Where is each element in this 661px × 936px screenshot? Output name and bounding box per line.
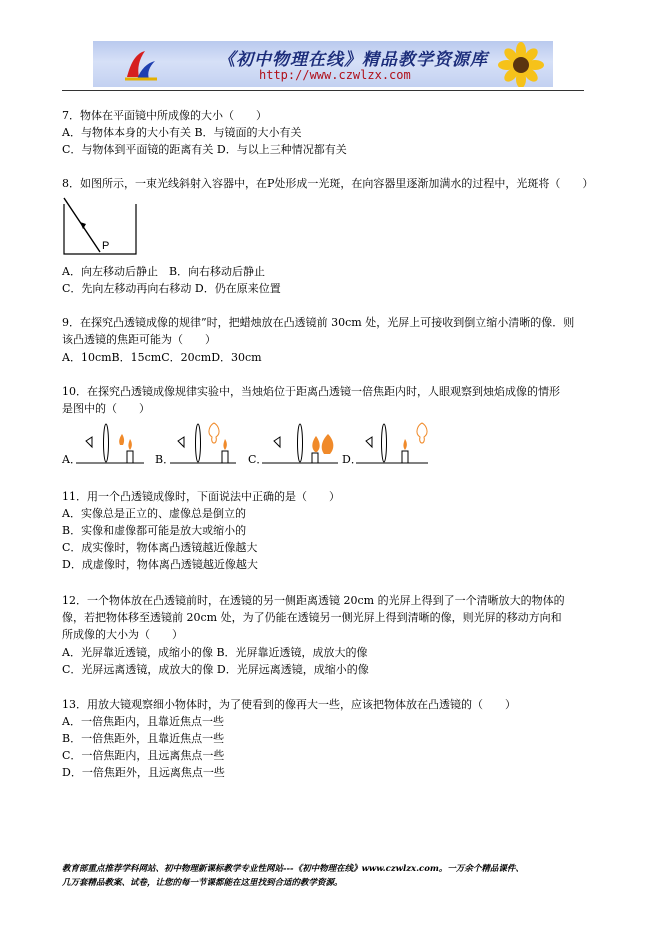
q12-stem-line2: 像，若把物体移至透镜前 20cm 处，为了仍能在透镜另一侧光屏上得到清晰的像，则光屏的移动方向和: [62, 611, 562, 624]
footer-line1: 教育部重点推荐学科网站、初中物理新课标教学专业性网站---《初中物理在线》www.czwlzx.com。一万余个精品课件、: [62, 864, 524, 874]
q13-option-a: A．一倍焦距内，且靠近焦点一些: [62, 715, 224, 728]
q13-option-b: B．一倍焦距外，且靠近焦点一些: [62, 732, 225, 745]
q9-stem-line2: 该凸透镜的焦距可能为（ ）: [62, 333, 216, 346]
header-divider: [62, 90, 584, 91]
q8-option-cd: C．先向左移动再向右移动 D．仍在原来位置: [62, 282, 281, 295]
q13-option-c: C．一倍焦距内，且远离焦点一些: [62, 749, 225, 762]
q11-stem: 11．用一个凸透镜成像时，下面说法中正确的是（ ）: [62, 490, 340, 503]
q8-container-figure: [62, 196, 142, 258]
q11-option-d: D．成虚像时，物体离凸透镜越近像越大: [62, 558, 258, 571]
q10-option-b-label: B．: [155, 453, 175, 466]
site-logo-icon: [123, 47, 159, 83]
q10-option-a-figure: [76, 423, 146, 465]
q10-option-b-figure: [170, 423, 240, 465]
q13-stem: 13．用放大镜观察细小物体时，为了使看到的像再大一些，应该把物体放在凸透镜的（ ）: [62, 698, 516, 711]
q12-option-cd: C．光屏远离透镜，成放大的像 D．光屏远离透镜，成缩小的像: [62, 663, 369, 676]
q7-stem: 7．物体在平面镜中所成像的大小（ ）: [62, 109, 267, 122]
q9-stem-line1: 9．在探究凸透镜成像的规律”时，把蜡烛放在凸透镜前 30cm 处，光屏上可接收到倒立缩小清晰的像．则: [62, 316, 575, 329]
q9-options: A．10cmB．15cmC．20cmD．30cm: [62, 351, 262, 364]
q8-stem: 8．如图所示，一束光线斜射入容器中，在P处形成一光斑，在向容器里逐渐加满水的过程中，光斑将（ ）: [62, 177, 594, 190]
q11-option-c: C．成实像时，物体离凸透镜越近像越大: [62, 541, 258, 554]
q10-stem-line2: 是图中的（ ）: [62, 402, 150, 415]
q10-option-a-label: A．: [62, 453, 81, 466]
footer-line2: 几万套精品教案、试卷，让您的每一节课都能在这里找到合适的教学资源。: [62, 878, 343, 888]
sunflower-icon: [491, 43, 551, 87]
header-banner: [93, 41, 553, 87]
q11-option-b: B．实像和虚像都可能是放大或缩小的: [62, 524, 247, 537]
q8-point-label: P: [102, 240, 110, 252]
q10-option-d-label: D．: [342, 453, 362, 466]
q12-stem-line1: 12．一个物体放在凸透镜前时，在透镜的另一侧距离透镜 20cm 的光屏上得到了一个清晰放大的物体的: [62, 594, 565, 607]
banner-title: 《初中物理在线》精品教学资源库: [218, 50, 488, 70]
banner-url: http://www.czwlzx.com: [259, 68, 411, 82]
q12-option-ab: A．光屏靠近透镜，成缩小的像 B．光屏靠近透镜，成放大的像: [62, 646, 368, 659]
q10-option-c-label: C．: [248, 453, 268, 466]
q13-option-d: D．一倍焦距外，且远离焦点一些: [62, 766, 225, 779]
q7-option-cd: C．与物体到平面镜的距离有关 D．与以上三种情况都有关: [62, 143, 347, 156]
q7-option-ab: A．与物体本身的大小有关 B．与镜面的大小有关: [62, 126, 302, 139]
q11-option-a: A．实像总是正立的、虚像总是倒立的: [62, 507, 246, 520]
q8-option-ab: A．向左移动后静止 B．向右移动后静止: [62, 265, 266, 278]
q12-stem-line3: 所成像的大小为（ ）: [62, 628, 183, 641]
q10-option-c-figure: [262, 423, 342, 465]
q10-option-d-figure: [356, 423, 432, 465]
q10-stem-line1: 10．在探究凸透镜成像规律实验中，当烛焰位于距离凸透镜一倍焦距内时，人眼观察到烛焰成像的情形: [62, 385, 560, 398]
